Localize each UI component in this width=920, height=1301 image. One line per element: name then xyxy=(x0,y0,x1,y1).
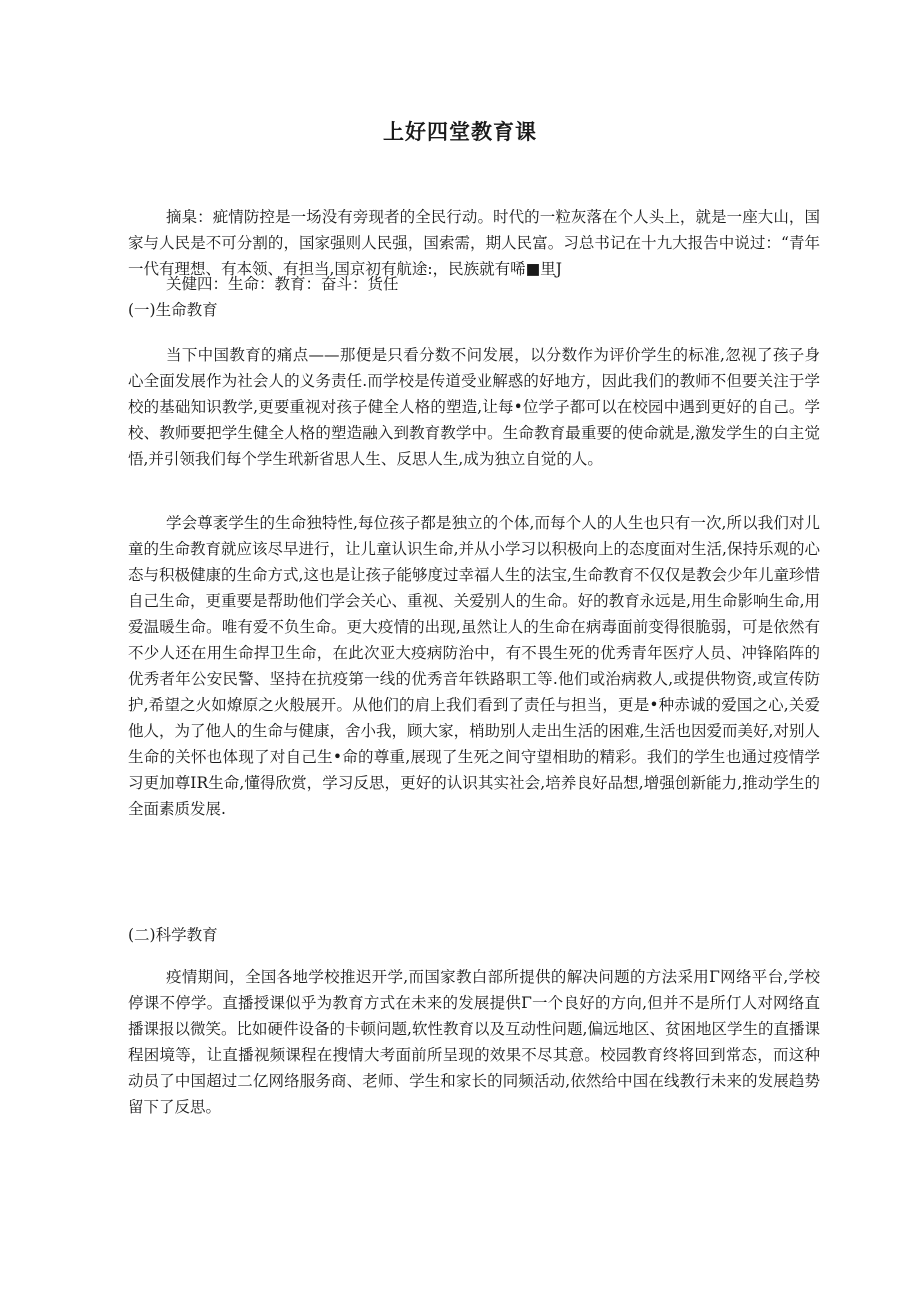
section-heading-science: (二)科学教育 xyxy=(128,926,218,944)
section-heading-life: (一)生命教育 xyxy=(128,301,218,319)
section-life-paragraph-2 xyxy=(128,510,820,822)
paragraph-text: 学会尊袤学生的生命独特性,每位孩子都是独立的个体,而每个人的人生也只有一次,所以我们对儿童的生命教育就应该尽早进行，让儿童认识生命,并从小学习以积极向上的态度面对生活,保持乐观的心态与积极健康的生命方式,这也是让孩子能够度过幸福人生的法宝,生命教育不仅仅是教会少年儿童珍惜自己生命，更重要是帮助他们学会关心、重视、关爱别人的生命。好的教育永远是,用生命影响生命,用爱温暖生命。唯有爱不负生命。更大疫情的出现,虽然让人的生命在病毒面前变得很脆弱，可是依然有不少人还在用生命捍卫生命，在此次亚大疫病防治中，有不畏生死的优秀青年医疗人员、冲锋陷阵的优秀者年公安民警、坚持在抗疫第一线的优秀音年铁路职工等.他们或治病救人,或提供物资,或宣传防护,希望之火如燎原之火般展开。从他们的肩上我们看到了责任与担当，更是•种赤诚的爱国之心,关爱他人，为了他人的生命与健康，舍小我，顾大家，梢助别人走出生活的困难,生活也因爱而美好,对别人生命的关怀也体现了对自己生•命的尊重,展现了生死之间守望相助的精彩。我们的学生也通过疫情学习更加尊ⅠR生命,懂得欣赏，学习反思，更好的认识其实社会,培养良好品想,增强创新能力,推动学生的全面素质发展. xyxy=(128,514,820,818)
section-life-paragraph-1 xyxy=(128,342,820,472)
section-science-paragraph-1 xyxy=(128,964,820,1120)
keywords: 关健四：生命：教育：奋斗：货任 xyxy=(166,275,399,293)
abstract-text: 摘臬：疵情防控是一场没有旁现者的全民行动。时代的一粒灰落在个人头上，就是一座大山，国家与人民是不可分割的，国家强则人民强，国索需，期人民富。习总书记在十九大报告中说过：“青年一代有理想、有本领、有担当,国京初有航途:，民族就有唏■里J xyxy=(128,208,820,278)
paragraph-text: 当下中国教育的痛点——那便是只看分数不问发展，以分数作为评价学生的标准,忽视了孩子身心全面发展作为社会人的义务责任.而学校是传道受业解惑的好地方，因此我们的教师不但要关注于学校的基础知识教学,更要重视对孩子健全人格的塑造,让每•位学子都可以在校园中遇到更好的自己。学校、教师要把学生健全人格的塑造融入到教育教学中。生命教育最重要的使命就是,激发学生的白主觉悟,并引领我们每个学生玳新省思人生、反思人生,成为独立自觉的人。 xyxy=(128,346,820,468)
document-title: 上好四堂教育课 xyxy=(383,120,537,144)
paragraph-text: 疫情期间，全国各地学校推迟开学,而国家教白部所提供的解决问题的方法采用Γ网络平台,学校停课不停学。直播授课似乎为教育方式在未来的发展提供Γ一个良好的方向,但并不是所仃人对网络直播课报以微笑。比如硬件设备的卡顿问题,软性教育以及互动性问题,偏远地区、贫困地区学生的直播课程困境等，让直播视频课程在搜情大考面前所呈现的效果不尽其意。校园教育终将回到常态，而这种动员了中国超过二亿网络服务商、老师、学生和家长的同频活动,依然给中国在线教行未来的发展趋势留下了反思。 xyxy=(128,968,820,1116)
